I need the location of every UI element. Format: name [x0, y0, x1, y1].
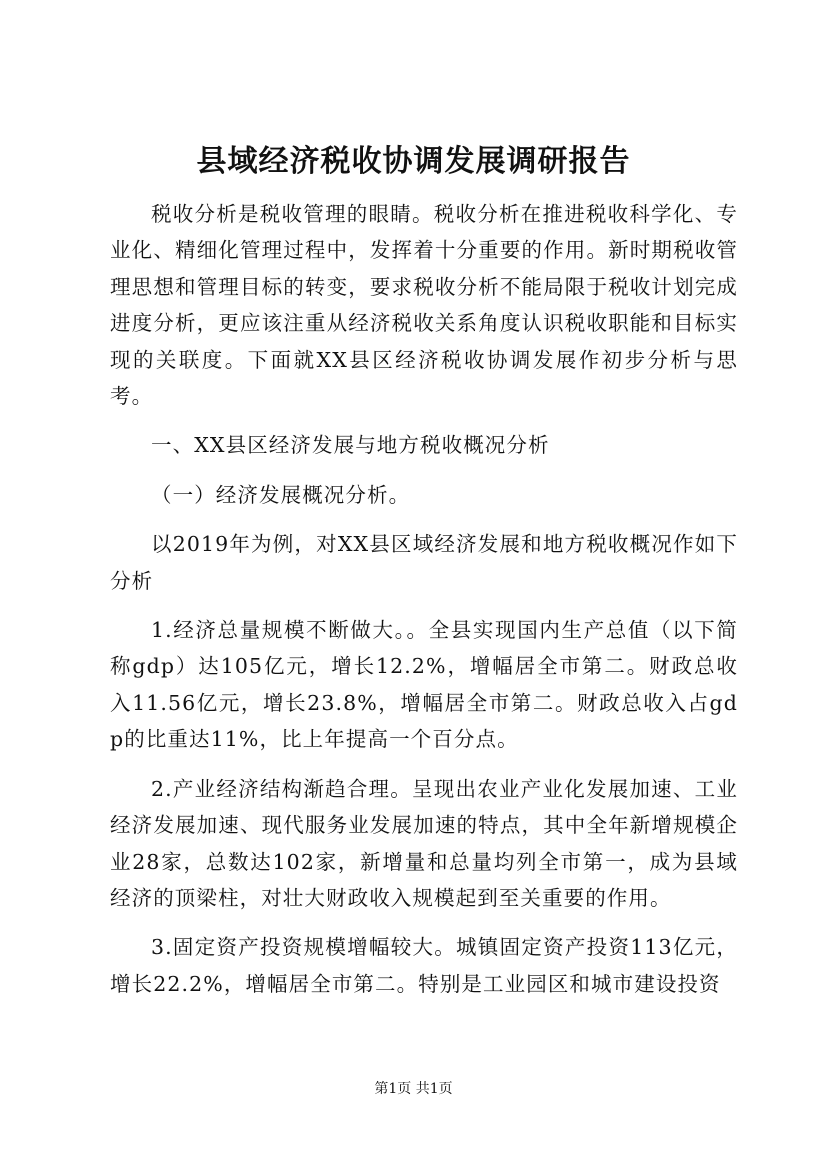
- paragraph-example: 以2019年为例，对XX县区域经济发展和地方税收概况作如下分析: [110, 532, 738, 593]
- document-body: [110, 196, 738, 1002]
- paragraph-point-1: 1.经济总量规模不断做大。。全县实现国内生产总值（以下简称gdp）达105亿元，增长12.2%，增幅居全市第二。财政总收入11.56亿元，增长23.8%，增幅居全市第二。财政总收入占gdp的比重达11%，比上年提高一个百分点。: [110, 618, 738, 752]
- paragraph-point-2: 2.产业经济结构渐趋合理。呈现出农业产业化发展加速、工业经济发展加速、现代服务业发展加速的特点，其中全年新增规模企业28家，总数达102家，新增量和总量均列全市第一，成为县域经济的顶梁柱，对壮大财政收入规模起到至关重要的作用。: [110, 776, 738, 910]
- section-heading-1: 一、XX县区经济发展与地方税收概况分析: [151, 433, 550, 458]
- document-title: 县域经济税收协调发展调研报告: [196, 144, 631, 179]
- paragraph-point-3: 3.固定资产投资规模增幅较大。城镇固定资产投资113亿元，增长22.2%，增幅居全市第二。特别是工业园区和城市建设投资: [110, 935, 738, 996]
- subsection-heading-1: （一）经济发展概况分析。: [151, 482, 411, 507]
- paragraph-intro: 税收分析是税收管理的眼睛。税收分析在推进税收科学化、专业化、精细化管理过程中，发挥着十分重要的作用。新时期税收管理思想和管理目标的转变，要求税收分析不能局限于税收计划完成进度分析，更应该注重从经济税收关系角度认识税收职能和目标实现的关联度。下面就XX县区经济税收协调发展作初步分析与思考。: [110, 202, 738, 409]
- page-footer: 第1页 共1页: [374, 1081, 453, 1097]
